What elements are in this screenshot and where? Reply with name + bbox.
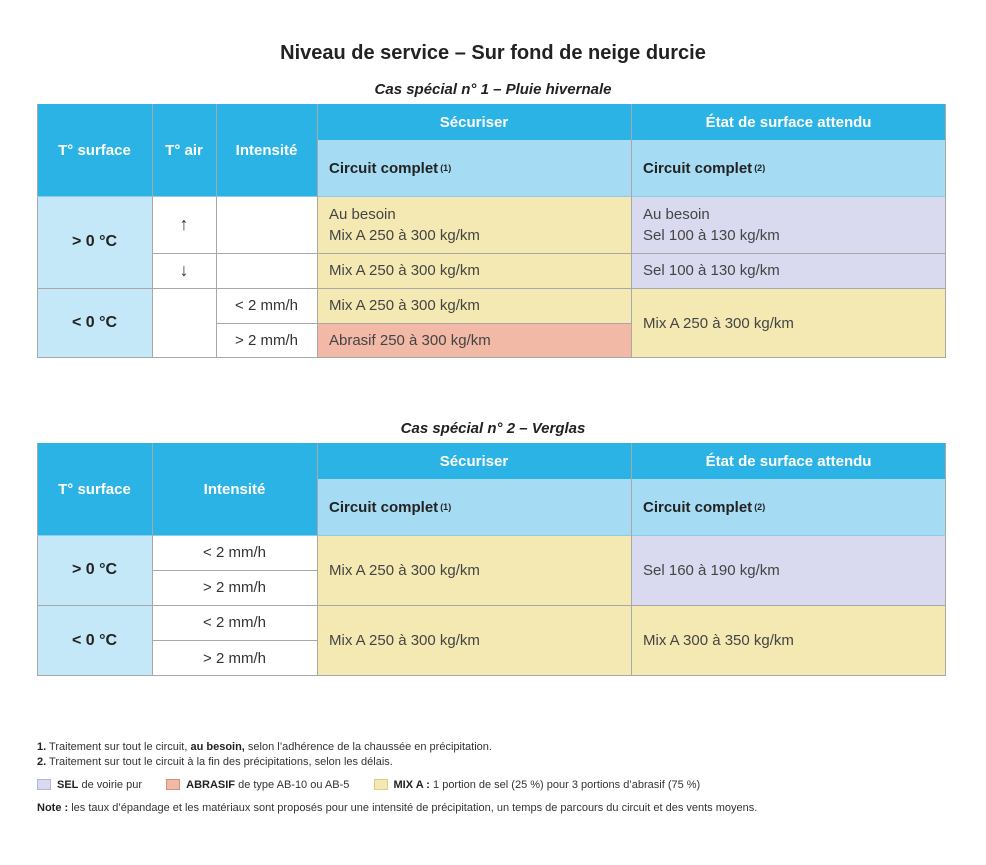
cell-text: Au besoin: [329, 205, 396, 223]
cell-up-state: [631, 196, 946, 253]
row-label-negative: < 0 °C: [37, 288, 152, 358]
row-label-positive: > 0 °C: [37, 196, 152, 288]
subheader-circuit-state: [631, 140, 946, 196]
cell-text: Sel 100 à 130 kg/km: [643, 226, 780, 244]
empty-cell: [216, 196, 317, 253]
footnote-number: 2.: [37, 756, 47, 768]
cell-negative-secure: Mix A 250 à 300 kg/km: [317, 605, 631, 676]
legend-label-mix: MIX A :: [393, 779, 430, 791]
cell-text: Au besoin: [643, 205, 710, 223]
intensity-low: < 2 mm/h: [216, 288, 317, 323]
grid-line: [37, 443, 38, 676]
grid-line: [152, 570, 317, 571]
note-text: les taux d’épandage et les matériaux sont proposés pour une intensité de précipitation, un temps de parcours du circuit et des vents moyens.: [68, 802, 758, 814]
circuit-label: Circuit complet: [329, 498, 439, 516]
cell-up-secure: [317, 196, 631, 253]
grid-line: [37, 104, 38, 358]
abrasif-swatch-icon: [166, 779, 180, 790]
grid-line: [37, 196, 946, 197]
circuit-label: Circuit complet: [329, 159, 439, 177]
cell-text: Mix A 250 à 300 kg/km: [329, 226, 480, 244]
sel-swatch-icon: [37, 779, 51, 790]
subheader-circuit-secure: [317, 479, 631, 535]
footnote-ref: (2): [754, 163, 766, 173]
grid-line: [152, 443, 153, 676]
cell-down-state: Sel 100 à 130 kg/km: [631, 253, 946, 288]
note: [37, 802, 757, 814]
grid-line: [37, 535, 946, 536]
grid-line: [945, 443, 946, 676]
arrow-up-icon: ↑: [152, 196, 216, 253]
cell-negative-state: Mix A 250 à 300 kg/km: [631, 288, 946, 358]
grid-line: [152, 253, 946, 254]
grid-line: [37, 357, 946, 358]
intensity-high: > 2 mm/h: [152, 570, 317, 605]
header-surface-state: État de surface attendu: [631, 104, 946, 140]
mix-swatch-icon: [374, 779, 388, 790]
cell-positive-state: Sel 160 à 190 kg/km: [631, 535, 946, 605]
grid-line: [37, 288, 946, 289]
empty-cell: [216, 253, 317, 288]
footnote-2: [37, 756, 393, 768]
header-intensity: Intensité: [216, 104, 317, 196]
grid-line: [317, 443, 318, 676]
footnote-number: 1.: [37, 741, 47, 753]
footnote-ref: (1): [440, 502, 452, 512]
circuit-label: Circuit complet: [643, 498, 753, 516]
header-surface-state: État de surface attendu: [631, 443, 946, 479]
legend-text: 1 portion de sel (25 %) pour 3 portions d’abrasif (75 %): [429, 779, 701, 791]
legend-label-sel: SEL: [57, 779, 79, 791]
cell-high-secure: Abrasif 250 à 300 kg/km: [317, 323, 631, 358]
legend: [37, 779, 700, 791]
grid-line: [37, 675, 946, 676]
row-label-positive: > 0 °C: [37, 535, 152, 605]
grid-line: [37, 605, 946, 606]
intensity-high: > 2 mm/h: [216, 323, 317, 358]
intensity-low: < 2 mm/h: [152, 605, 317, 640]
circuit-label: Circuit complet: [643, 159, 753, 177]
table2-caption: Cas spécial n° 2 – Verglas: [400, 420, 586, 437]
page-title: Niveau de service – Sur fond de neige durcie: [280, 42, 706, 64]
header-air-temp: T° air: [152, 104, 216, 196]
note-label: Note :: [37, 802, 69, 814]
legend-label-abrasif: ABRASIF: [186, 779, 236, 791]
header-surface-temp: T° surface: [37, 443, 152, 535]
row-label-negative: < 0 °C: [37, 605, 152, 676]
grid-line: [216, 323, 631, 324]
header-secure: Sécuriser: [317, 443, 631, 479]
subheader-circuit-state: [631, 479, 946, 535]
table1-caption: Cas spécial n° 1 – Pluie hivernale: [374, 81, 612, 98]
header-secure: Sécuriser: [317, 104, 631, 140]
grid-line: [152, 104, 153, 358]
grid-line: [945, 104, 946, 358]
grid-line: [317, 104, 318, 358]
footnote-ref: (2): [754, 502, 766, 512]
grid-line: [152, 640, 317, 641]
footnote-ref: (1): [440, 163, 452, 173]
grid-line: [216, 104, 217, 358]
grid-line: [631, 104, 632, 358]
cell-negative-state: Mix A 300 à 350 kg/km: [631, 605, 946, 676]
header-intensity: Intensité: [152, 443, 317, 535]
empty-cell: [152, 288, 216, 358]
legend-text: de voirie pur: [78, 779, 142, 791]
intensity-low: < 2 mm/h: [152, 535, 317, 570]
legend-text: de type AB-10 ou AB-5: [235, 779, 350, 791]
footnote-text: selon l’adhérence de la chaussée en précipitation.: [244, 741, 492, 753]
cell-positive-secure: Mix A 250 à 300 kg/km: [317, 535, 631, 605]
arrow-down-icon: ↓: [152, 253, 216, 288]
grid-line: [631, 443, 632, 676]
footnote-text: Traitement sur tout le circuit à la fin des précipitations, selon les délais.: [46, 756, 393, 768]
cell-low-secure: Mix A 250 à 300 kg/km: [317, 288, 631, 323]
footnote-text: Traitement sur tout le circuit,: [46, 741, 191, 753]
header-surface-temp: T° surface: [37, 104, 152, 196]
subheader-circuit-secure: [317, 140, 631, 196]
cell-down-secure: Mix A 250 à 300 kg/km: [317, 253, 631, 288]
intensity-high: > 2 mm/h: [152, 640, 317, 676]
footnote-emphasis: au besoin,: [190, 741, 245, 753]
footnote-1: [37, 741, 492, 753]
